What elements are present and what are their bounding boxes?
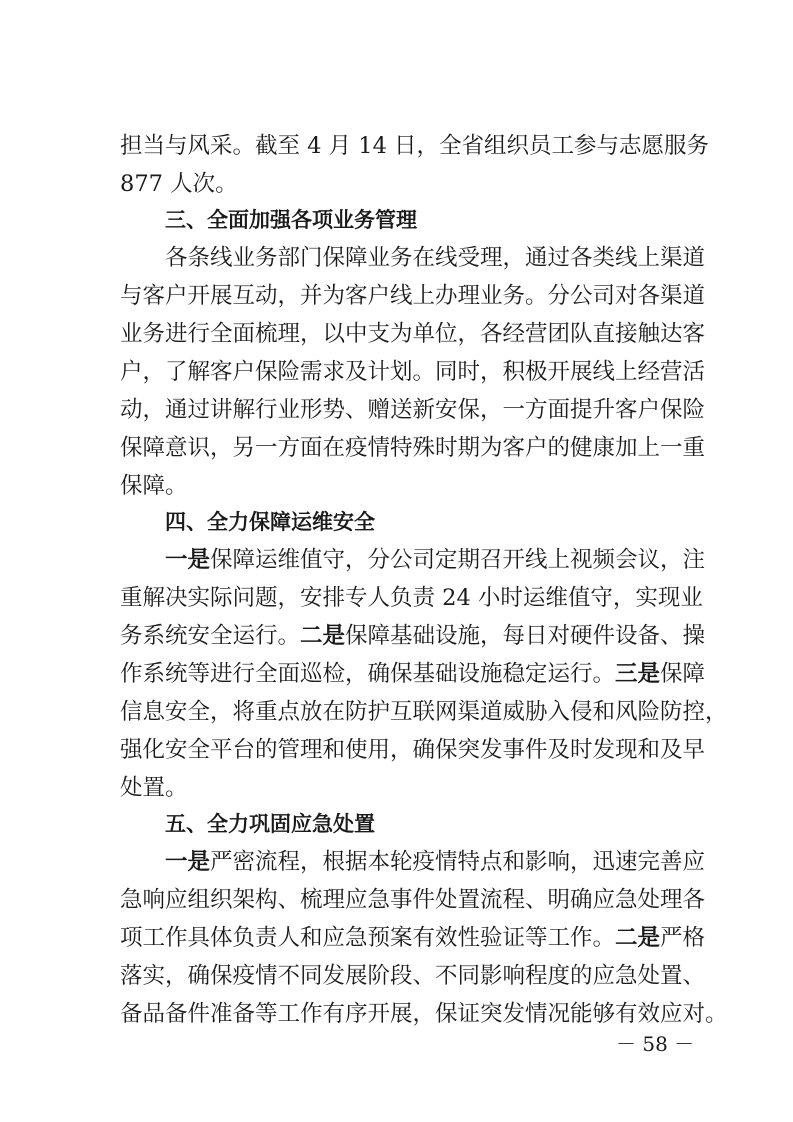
paragraph-line xyxy=(120,621,706,651)
line-text: 保障运维值守，分公司定期召开线上视频会议，注 xyxy=(210,547,706,573)
bold-lead: 一是 xyxy=(165,849,211,875)
section-heading-5: 五、全力巩固应急处置 xyxy=(165,812,375,836)
paragraph-line: 保障。 xyxy=(120,473,188,499)
paragraph-line xyxy=(165,545,706,575)
page-number: － 58 － xyxy=(616,1032,695,1056)
line-text: 作系统等进行全面巡检，确保基础设施稳定运行。 xyxy=(120,661,616,687)
paragraph-line: 各条线业务部门保障业务在线受理，通过各类线上渠道 xyxy=(165,245,706,271)
bold-lead: 二是 xyxy=(615,925,661,951)
paragraph-line: 信息安全，将重点放在防护互联网渠道威胁入侵和风险防控， xyxy=(120,699,728,725)
paragraph-line: 备品备件准备等工作有序开展，保证突发情况能够有效应对。 xyxy=(120,1001,728,1027)
line-text: 保障基础设施，每日对硬件设备、操 xyxy=(345,623,706,649)
line-text: 保障 xyxy=(660,661,706,687)
paragraph-line: 担当与风采。截至 4 月 14 日，全省组织员工参与志愿服务 xyxy=(120,133,710,159)
paragraph-line: 与客户开展互动，并为客户线上办理业务。分公司对各渠道 xyxy=(120,283,706,309)
paragraph-line: 户，了解客户保险需求及计划。同时，积极开展线上经营活 xyxy=(120,359,706,385)
line-text: 务系统安全运行。 xyxy=(120,623,301,649)
section-heading-4: 四、全力保障运维安全 xyxy=(165,510,375,534)
bold-lead: 二是 xyxy=(300,623,346,649)
paragraph-line xyxy=(120,923,706,953)
paragraph-line: 业务进行全面梳理，以中支为单位，各经营团队直接触达客 xyxy=(120,321,706,347)
line-text: 严格 xyxy=(660,925,706,951)
paragraph-line: 重解决实际问题，安排专人负责 24 小时运维值守，实现业 xyxy=(120,585,703,611)
paragraph-line: 落实，确保疫情不同发展阶段、不同影响程度的应急处置、 xyxy=(120,963,706,989)
paragraph-line: 动，通过讲解行业形势、赠送新安保，一方面提升客户保险 xyxy=(120,397,706,423)
paragraph-line: 保障意识，另一方面在疫情特殊时期为客户的健康加上一重 xyxy=(120,435,706,461)
line-text: 项工作具体负责人和应急预案有效性验证等工作。 xyxy=(120,925,616,951)
paragraph-line: 强化安全平台的管理和使用，确保突发事件及时发现和及早 xyxy=(120,737,706,763)
line-text: 严密流程，根据本轮疫情特点和影响，迅速完善应 xyxy=(210,849,706,875)
section-heading-3: 三、全面加强各项业务管理 xyxy=(165,208,417,232)
paragraph-line xyxy=(120,659,706,689)
paragraph-line: 急响应组织架构、梳理应急事件处置流程、明确应急处理各 xyxy=(120,887,706,913)
paragraph-line: 877 人次。 xyxy=(120,171,238,197)
paragraph-line: 处置。 xyxy=(120,775,188,801)
bold-lead: 三是 xyxy=(615,661,661,687)
paragraph-line xyxy=(165,847,706,877)
bold-lead: 一是 xyxy=(165,547,211,573)
